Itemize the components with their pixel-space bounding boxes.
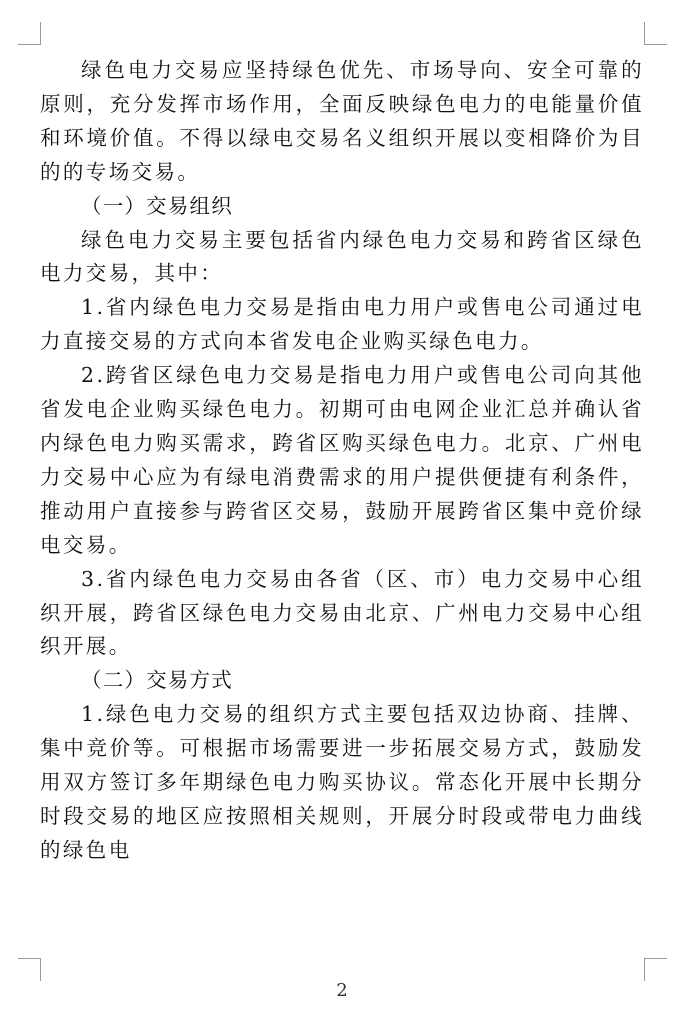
paragraph-trade-types: 绿色电力交易主要包括省内绿色电力交易和跨省区绿色电力交易，其中：	[40, 227, 644, 286]
crop-mark-top-right	[644, 22, 667, 45]
heading-trade-organization: （一）交易组织	[81, 193, 233, 218]
document-body	[40, 54, 644, 868]
crop-mark-top-left	[18, 22, 41, 45]
paragraph-methods-item-1: 1.绿色电力交易的组织方式主要包括双边协商、挂牌、集中竞价等。可根据市场需要进一步拓展交易方式，鼓励发用双方签订多年期绿色电力购买协议。常态化开展中长期分时段交易的地区应按照相关规则，开展分时段或带电力曲线的绿色电	[40, 702, 644, 862]
crop-mark-bottom-right	[644, 958, 667, 981]
crop-mark-bottom-left	[18, 958, 41, 981]
heading-trade-methods: （二）交易方式	[81, 668, 233, 693]
page-number: 2	[336, 980, 348, 1001]
paragraph-item-1: 1.省内绿色电力交易是指由电力用户或售电公司通过电力直接交易的方式向本省发电企业购买绿色电力。	[40, 295, 644, 354]
paragraph-item-2: 2.跨省区绿色电力交易是指电力用户或售电公司向其他省发电企业购买绿色电力。初期可由电网企业汇总并确认省内绿色电力购买需求，跨省区购买绿色电力。北京、广州电力交易中心应为有绿电消费需求的用户提供便捷有利条件，推动用户直接参与跨省区交易，鼓励开展跨省区集中竞价绿电交易。	[40, 363, 644, 557]
paragraph-principles: 绿色电力交易应坚持绿色优先、市场导向、安全可靠的原则，充分发挥市场作用，全面反映绿色电力的电能量价值和环境价值。不得以绿电交易名义组织开展以变相降价为目的的专场交易。	[40, 58, 644, 184]
paragraph-item-3: 3.省内绿色电力交易由各省（区、市）电力交易中心组织开展，跨省区绿色电力交易由北京、广州电力交易中心组织开展。	[40, 566, 644, 659]
